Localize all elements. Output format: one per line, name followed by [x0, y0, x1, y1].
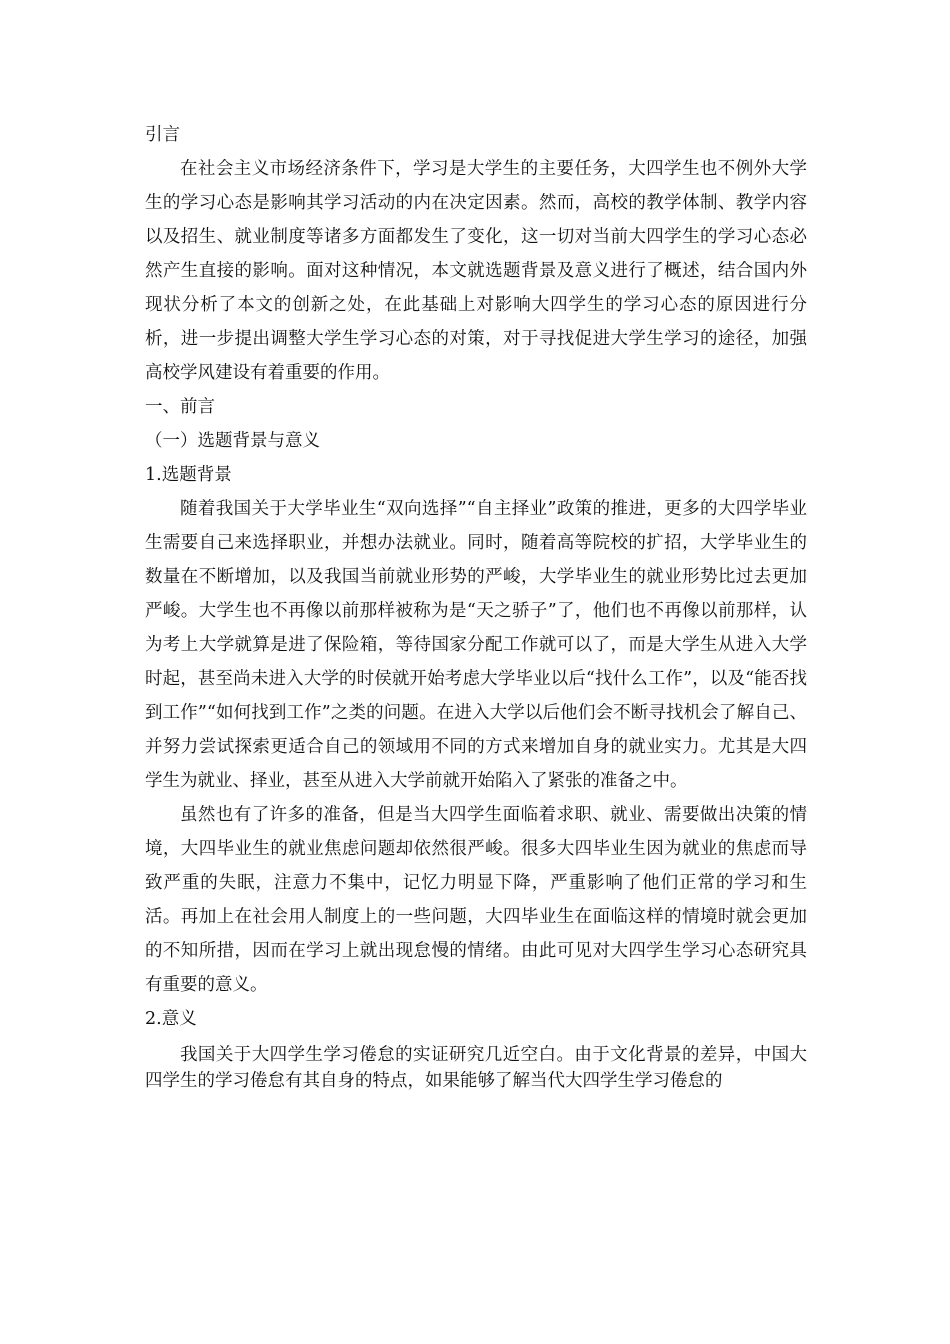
intro-paragraph: 在社会主义市场经济条件下，学习是大学生的主要任务，大四学生也不例外大学生的学习心态是影响其学习活动的内在决定因素。然而，高校的教学体制、教学内容以及招生、就业制度等诸多方面都发生了变化，这一切对当前大四学生的学习心态必然产生直接的影响。面对这种情况，本文就选题背景及意义进行了概述，结合国内外现状分析了本文的创新之处，在此基础上对影响大四学生的学习心态的原因进行分析，进一步提出调整大学生学习心态的对策，对于寻找促进大学生学习的途径，加强高校学风建设有着重要的作用。 — [145, 159, 807, 383]
item1-heading: 1.选题背景 — [145, 465, 232, 485]
background-paragraph-2: 虽然也有了许多的准备，但是当大四学生面临着求职、就业、需要做出决策的情境，大四毕业生的就业焦虑问题却依然很严峻。很多大四毕业生因为就业的焦虑而导致严重的失眠，注意力不集中，记忆力明显下降，严重影响了他们正常的学习和生活。再加上在社会用人制度上的一些问题，大四毕业生在面临这样的情境时就会更加的不知所措，因而在学习上就出现怠慢的情绪。由此可见对大四学生学习心态研究具有重要的意义。 — [145, 805, 807, 995]
intro-heading: 引言 — [145, 125, 180, 145]
background-paragraph-1: 随着我国关于大学毕业生“双向选择”“自主择业”政策的推进，更多的大四学毕业生需要自己来选择职业，并想办法就业。同时，随着高等院校的扩招，大学毕业生的数量在不断增加，以及我国当前就业形势的严峻，大学毕业生的就业形势比过去更加严峻。大学生也不再像以前那样被称为是“天之骄子”了，他们也不再像以前那样，认为考上大学就算是进了保险箱，等待国家分配工作就可以了，而是大学生从进入大学时起，甚至尚未进入大学的时侯就开始考虑大学毕业以后“找什么工作”，以及“能否找到工作”“如何找到工作”之类的问题。在进入大学以后他们会不断寻找机会了解自己、并努力尝试探索更适合自己的领域用不同的方式来增加自身的就业实力。尤其是大四学生为就业、择业，甚至从进入大学前就开始陷入了紧张的准备之中。 — [145, 499, 807, 791]
section1-heading: 一、前言 — [145, 397, 215, 417]
subsection1-heading: （一）选题背景与意义 — [145, 431, 320, 451]
document-page — [145, 118, 807, 1094]
significance-paragraph: 我国关于大四学生学习倦怠的实证研究几近空白。由于文化背景的差异，中国大四学生的学习倦怠有其自身的特点，如果能够了解当代大四学生学习倦怠的 — [145, 1045, 807, 1091]
item2-heading: 2.意义 — [145, 1009, 197, 1029]
